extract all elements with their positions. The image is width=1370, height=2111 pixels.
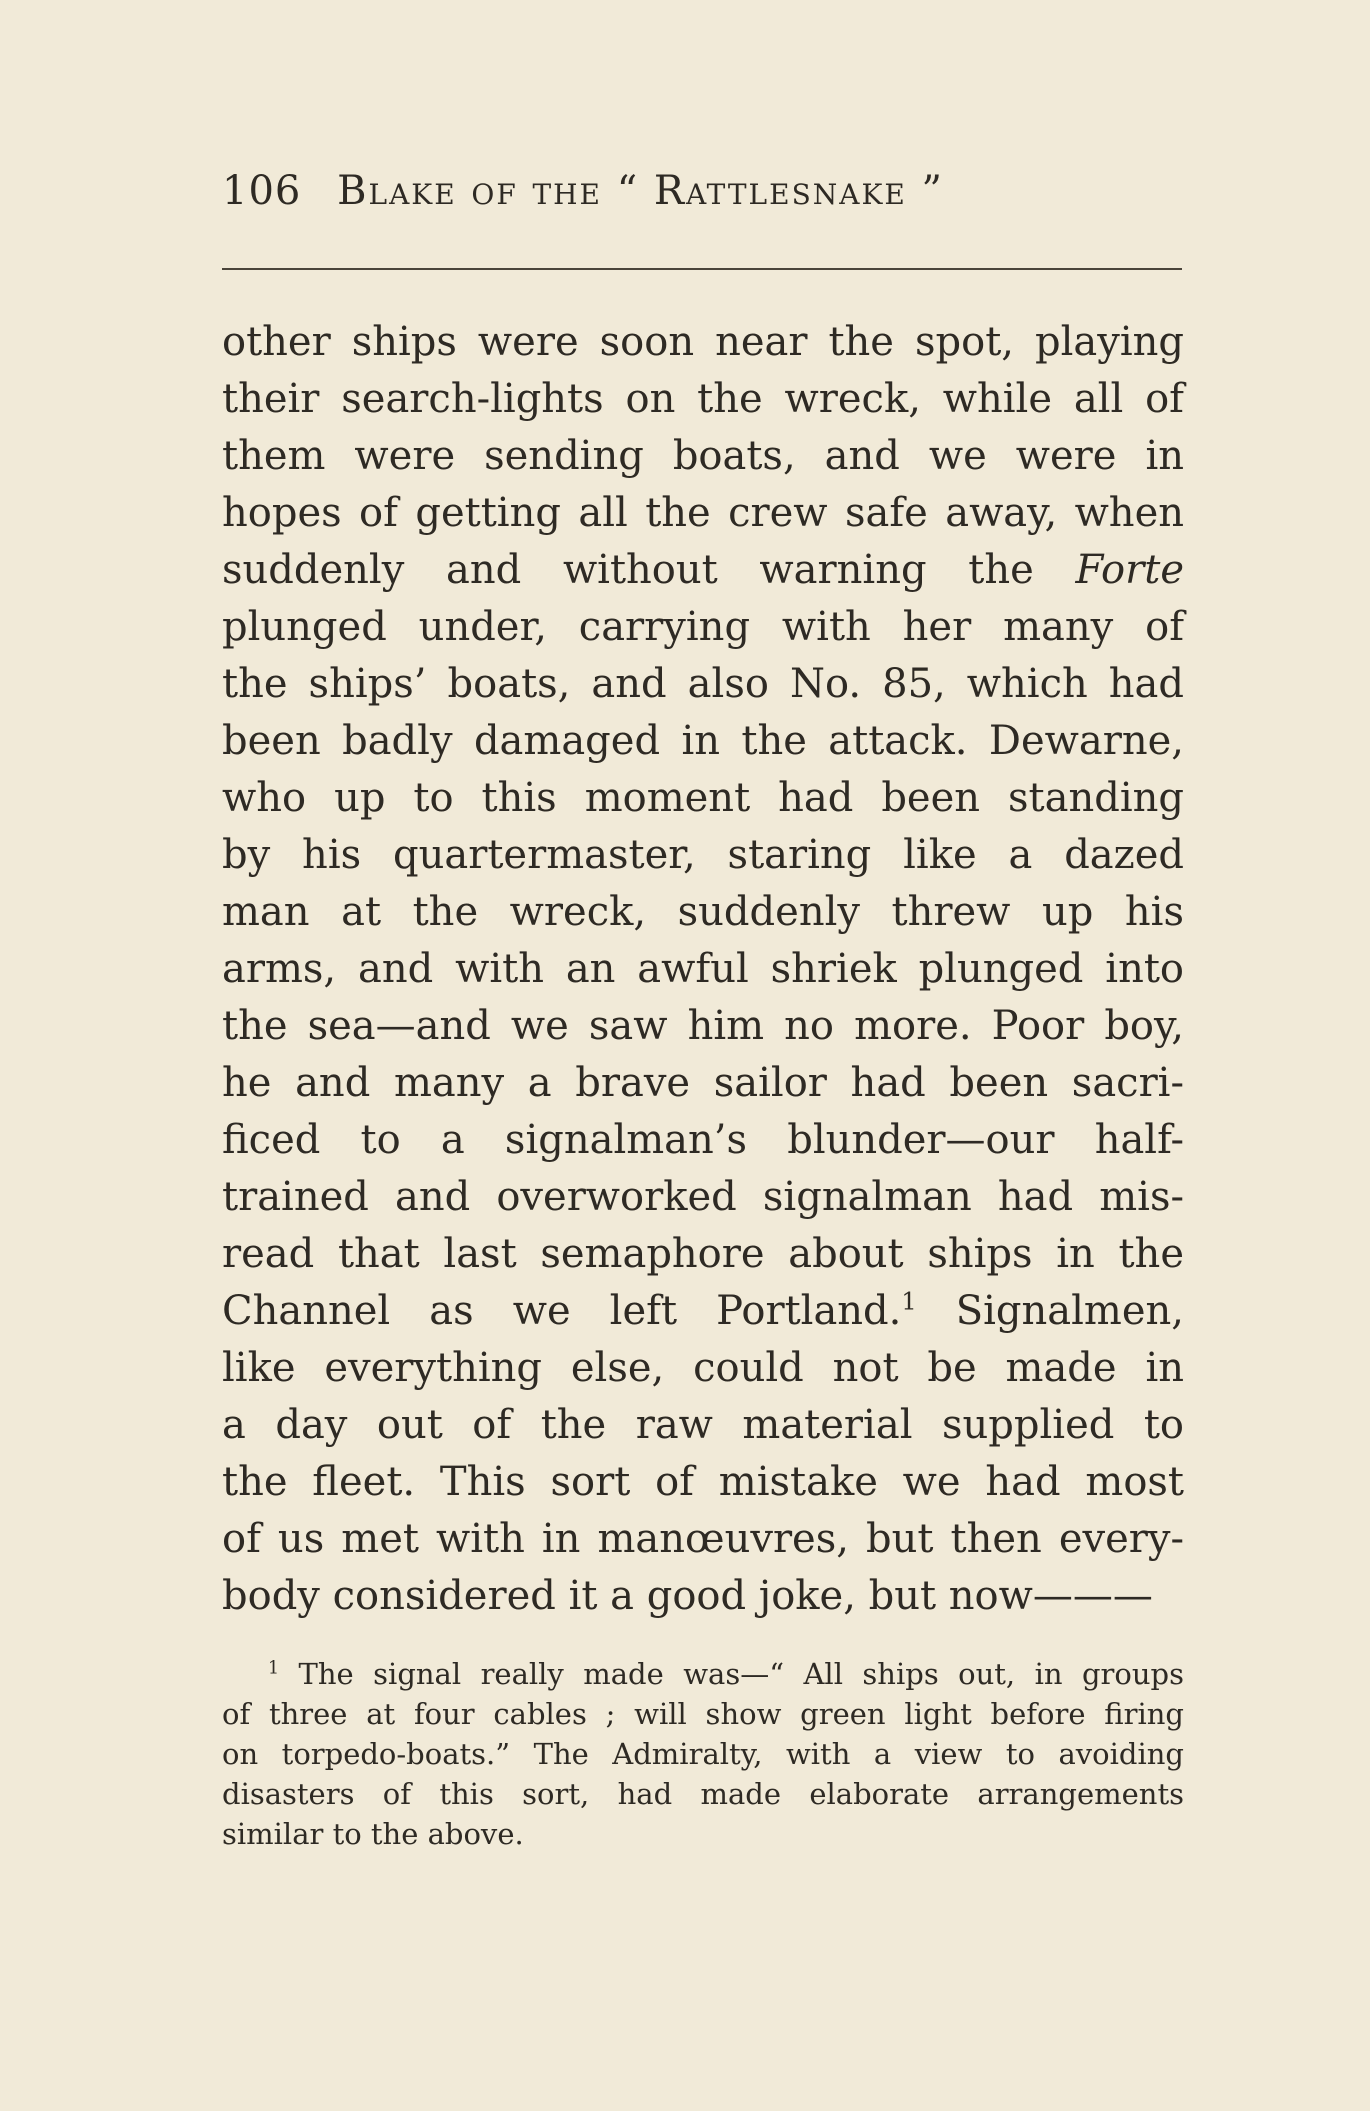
text-line: the sea—and we saw him no more. Poor boy,	[222, 1003, 1184, 1049]
text-line: read that last semaphore about ships in the	[222, 1231, 1184, 1277]
footnote-line: on torpedo-boats.” The Admiralty, with a view to avoiding	[222, 1737, 1184, 1771]
text-line: them were sending boats, and we were in	[222, 433, 1184, 479]
text-line: the ships’ boats, and also No. 85, which had	[222, 661, 1184, 707]
text-segment: Signalmen,	[955, 1288, 1184, 1334]
page-number: 106	[222, 168, 302, 214]
running-title: Blake of the “ Rattlesnake ”	[337, 168, 945, 214]
text-line: who up to this moment had been standing	[222, 775, 1184, 821]
running-head	[222, 168, 1182, 214]
text-line: been badly damaged in the attack. Dewarne,	[222, 718, 1184, 764]
body-text	[222, 314, 1184, 1625]
text-line: ficed to a signalman’s blunder—our half-	[222, 1117, 1184, 1163]
footnote-marker: 1	[268, 1658, 280, 1679]
text-line: trained and overworked signalman had mis-	[222, 1174, 1184, 1220]
text-line: body considered it a good joke, but now———	[222, 1573, 1153, 1619]
text-segment: suddenly and without warning the	[222, 547, 1034, 593]
footnote	[222, 1654, 1184, 1854]
text-line: other ships were soon near the spot, playing	[222, 319, 1184, 365]
text-line: of us met with in manœuvres, but then every-	[222, 1516, 1184, 1562]
footnote-line	[222, 1654, 1184, 1694]
header-rule	[222, 268, 1182, 270]
footnote-text: The signal really made was—“ All ships out, in groups	[298, 1657, 1185, 1691]
text-line: man at the wreck, suddenly threw up his	[222, 889, 1184, 935]
text-line: plunged under, carrying with her many of	[222, 604, 1184, 650]
text-line: like everything else, could not be made in	[222, 1345, 1184, 1391]
text-line: he and many a brave sailor had been sacri-	[222, 1060, 1184, 1106]
text-line: arms, and with an awful shriek plunged into	[222, 946, 1184, 992]
text-line: a day out of the raw material supplied to	[222, 1402, 1184, 1448]
footnote-line: similar to the above.	[222, 1817, 524, 1851]
text-line: their search-lights on the wreck, while all of	[222, 376, 1184, 422]
text-segment: Channel as we left Portland.	[222, 1288, 902, 1334]
text-line: the fleet. This sort of mistake we had most	[222, 1459, 1184, 1505]
text-line	[222, 542, 1184, 599]
footnote-reference: 1	[901, 1287, 917, 1316]
footnote-line: disasters of this sort, had made elaborate arrangements	[222, 1777, 1184, 1811]
footnote-line: of three at four cables ; will show green light before firing	[222, 1697, 1184, 1731]
text-line	[222, 1283, 1184, 1340]
ship-name-italic: Forte	[1075, 547, 1184, 593]
text-line: hopes of getting all the crew safe away, when	[222, 490, 1184, 536]
text-line: by his quartermaster, staring like a dazed	[222, 832, 1184, 878]
